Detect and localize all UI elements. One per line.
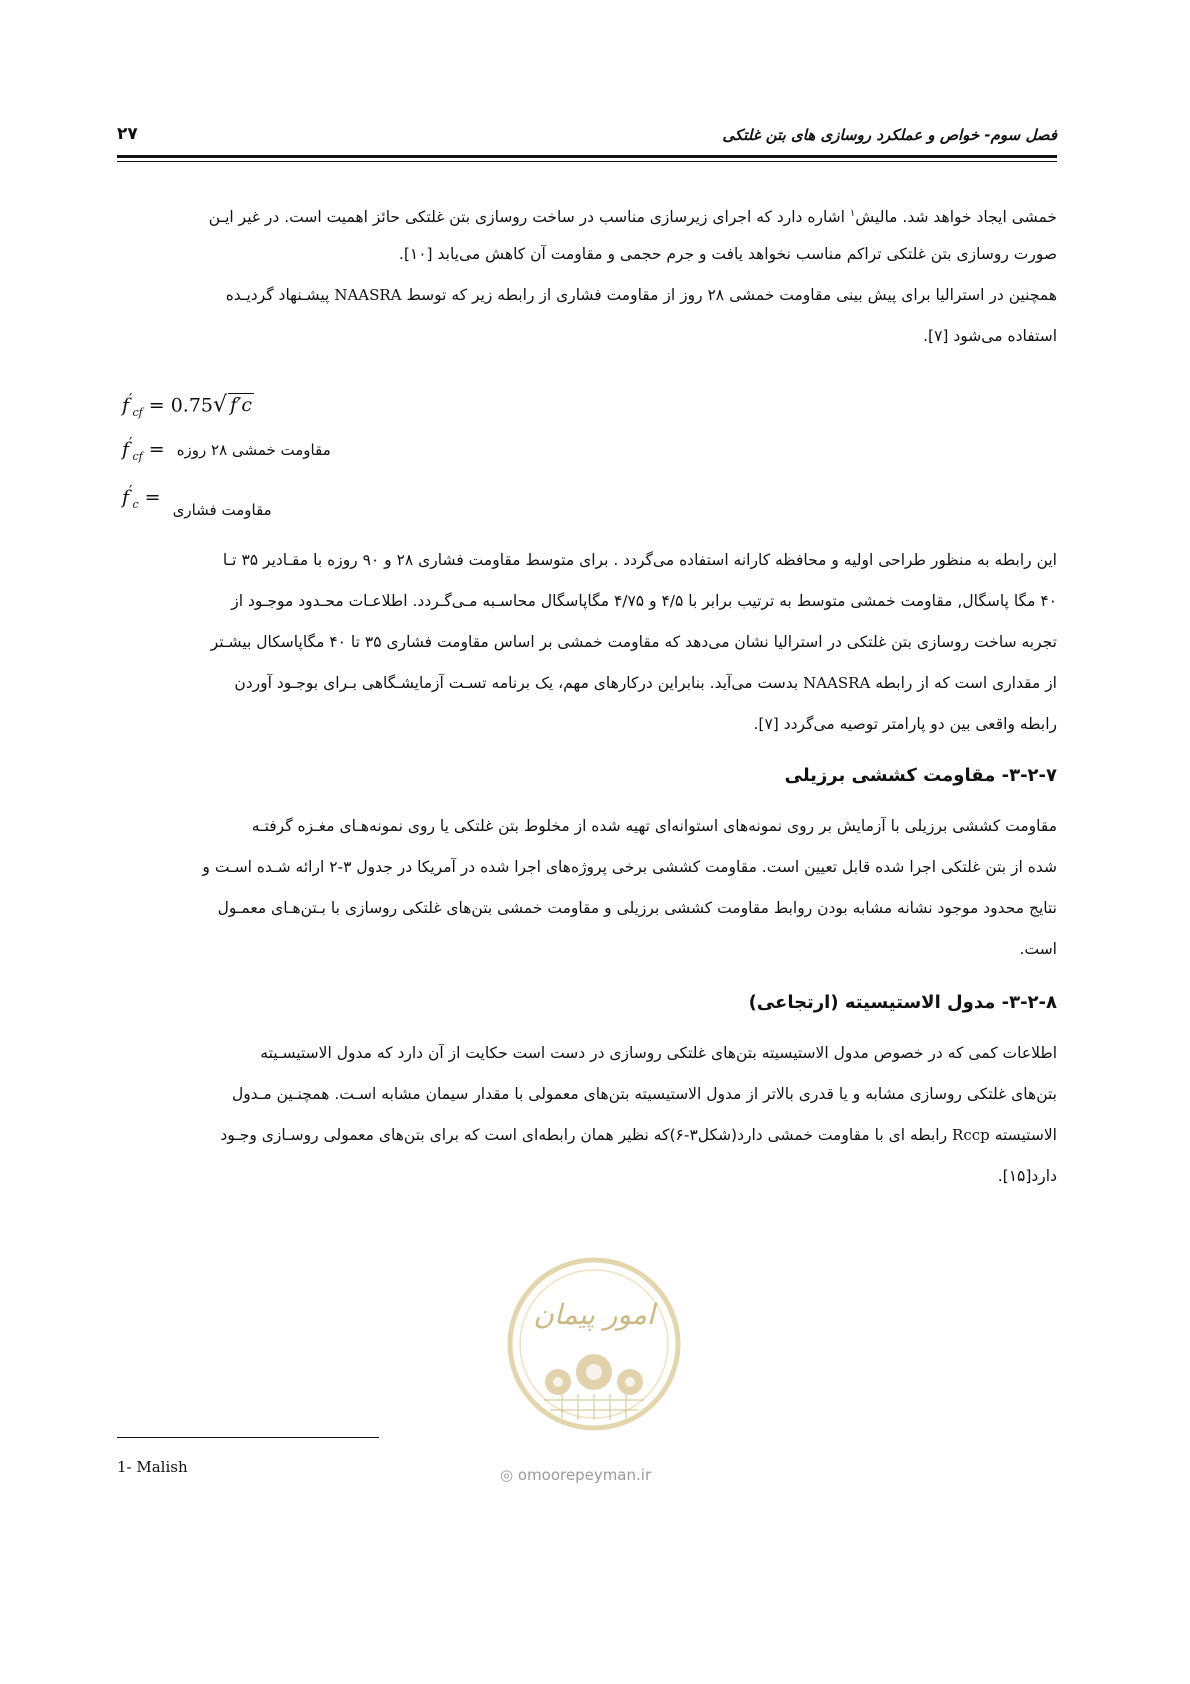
text-line: است. [1019, 940, 1057, 958]
org-name: NAASRA [803, 674, 871, 692]
flexural-label: مقاومت خمشی ۲۸ روزه [176, 441, 331, 460]
text-line: شده از بتن غلتکی اجرا شده قابل تعیین است. مقاومت کششی برخی پروژه‌های اجرا شده در آمریکا در جدول ۳-۲ ارائه شـده اسـت و [202, 858, 1057, 876]
text-line: تجربه ساخت روسازی بتن غلتکی در استرالیا نشان می‌دهد که مقاومت خمشی بر اساس مقاومت فشاری ۳۵ تا ۴۰ مگاپاسکال بیشـتر [210, 633, 1057, 651]
section-heading: ۳-۲-۸- مدول الاستیسیته (ارتجاعی) [748, 992, 1057, 1013]
text-line: این رابطه به منظور طراحی اولیه و محافظه کارانه استفاده می‌گردد . برای متوسط مقاومت فشاری ۲۸ و ۹۰ روزه با مقـادیر ۳۵ تـا [222, 551, 1057, 569]
abbreviation: Rccp [952, 1126, 990, 1144]
seal-lettering: امور پیمان [533, 1298, 655, 1331]
text-line: نتایج محدود موجود نشانه مشابه بودن روابط مقاومت کششی برزیلی و مقاومت خمشی بتن‌های غلتکی روسازی با بـتن‌هـای معمـول [217, 899, 1057, 917]
text-line: رابطه واقعی بین دو پارامتر توصیه می‌گردد [۷]. [753, 715, 1057, 733]
formula-main: $f'_{cf} = 0.75√$ f′c [122, 390, 253, 420]
seal-icon [504, 1254, 684, 1434]
footnote-rule [117, 1437, 379, 1438]
section-heading: ۳-۲-۷- مقاومت کششی برزیلی [784, 765, 1057, 786]
text-line: الاستیسته Rccp رابطه ای با مقاومت خمشی دارد(شکل۳-۶)که نظیر همان رابطه‌ای است که برای بتن‌های معمولی روسـازی وجـود [220, 1126, 1057, 1144]
intro-paragraph [117, 193, 1057, 357]
org-name: NAASRA [334, 286, 402, 304]
watermark-caption: ◎ omoorepeyman.ir [500, 1466, 652, 1484]
chapter-title: فصل سوم- خواص و عملکرد روسازی های بتن غلتکی [722, 126, 1057, 144]
text-line: استفاده می‌شود [۷]. [923, 327, 1057, 345]
body-paragraph [117, 540, 1057, 745]
text-line: مقاومت کششی برزیلی با آزمایش بر روی نمونه‌های استوانه‌ای تهیه شده از مخلوط بتن غلتکی یا روی نمونه‌هـای مغـزه گرفتـه [251, 817, 1057, 835]
formula-compressive-def: $f'_c$ = مقاومت فشاری [122, 482, 272, 520]
text-line: بتن‌های غلتکی روسازی مشابه و یا قدری بالاتر از مدول الاستیسیته بتن‌های معمولی با مقدار سیمان مشابه اسـت. همچنـین مـدول [231, 1085, 1057, 1103]
text-line: دارد[۱۵]. [997, 1167, 1057, 1185]
section-paragraph [117, 1033, 1057, 1197]
formula-coefficient: 0.75 [170, 394, 213, 417]
text-line: از مقداری است که از رابطه NAASRA بدست می‌آید. بنابراین درکارهای مهم، یک برنامه تسـت آزمایشـگاهی بـرای بوجـود آوردن [234, 674, 1057, 692]
footnote: 1- Malish [117, 1458, 188, 1476]
page-header [117, 122, 1057, 152]
header-rule [117, 155, 1057, 158]
text-line: ۴۰ مگا پاسگال, مقاومت خمشی متوسط به ترتیب برابر با ۴/۵ و ۴/۷۵ مگاپاسگال محاسـبه مـی‌گـردد. اطلاعـات محـدود موجـود از [231, 592, 1057, 610]
text-line: خمشی ایجاد خواهد شد. مالیش$^۱$ اشاره دارد که اجرای زیرسازی مناسب در ساخت روسازی بتن غلتکی حائز اهمیت است. در غیر ایـن [208, 208, 1057, 227]
footnote-marker: ۱ [849, 208, 856, 219]
formula-flexural-def: $f'_{cf}$ = مقاومت خمشی ۲۸ روزه [122, 434, 331, 464]
compressive-label: مقاومت فشاری [172, 501, 272, 520]
page-number: ۲۷ [117, 124, 138, 144]
text-line: صورت روسازی بتن غلتکی تراکم مناسب نخواهد یافت و جرم حجمی و مقاومت آن کاهش می‌یابد [۱۰]. [398, 245, 1057, 263]
text-line: همچنین در استرالیا برای پیش بینی مقاومت خمشی ۲۸ روز از مقاومت فشاری از رابطه زیر که توسط NAASRA پیشـنهاد گردیـده [225, 286, 1057, 304]
section-paragraph [117, 806, 1057, 970]
formula-radicand: f′c [230, 394, 253, 417]
header-rule-thin [117, 161, 1057, 162]
formula-block [122, 390, 422, 540]
text-line: اطلاعات کمی که در خصوص مدول الاستیسیته بتن‌های غلتکی روسازی در دست است حکایت از آن دارد که مدول الاستیسـیته [260, 1044, 1057, 1062]
watermark-logo [504, 1254, 684, 1434]
